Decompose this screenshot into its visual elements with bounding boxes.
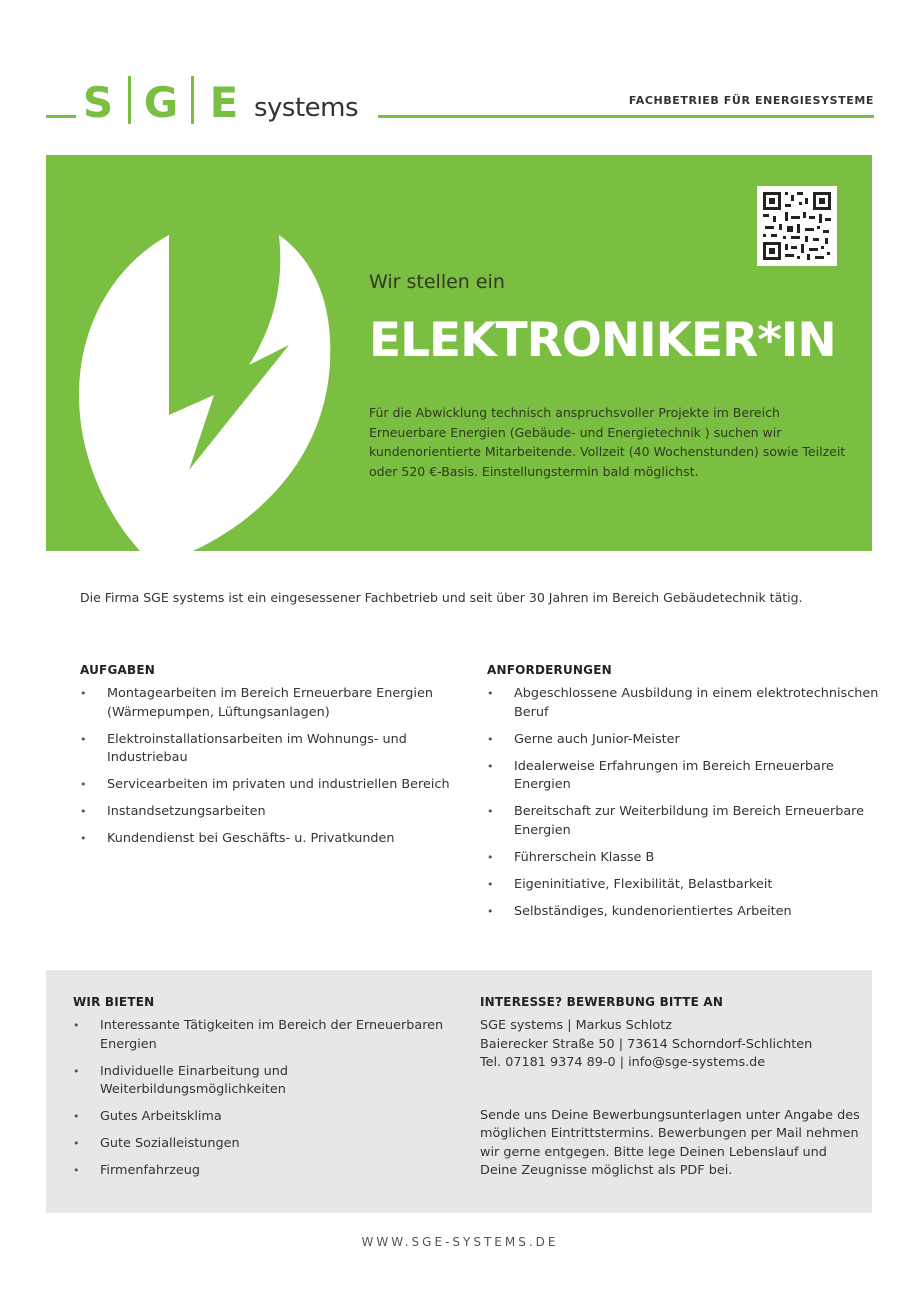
list-item (80, 685, 480, 722)
list-item-text: Interessante Tätigkeiten im Bereich der Erneuerbaren Energien (100, 1018, 444, 1052)
bullet-icon: • (487, 850, 494, 864)
requirements-title: ANFORDERUNGEN (487, 663, 612, 677)
application-title: INTERESSE? BEWERBUNG BITTE AN (480, 995, 724, 1009)
list-item-text: Idealerweise Erfahrungen im Bereich Erneuerbare Energien (514, 758, 834, 792)
contact-block (480, 1017, 860, 1073)
list-item (80, 830, 480, 849)
hero-description: Für die Abwicklung technisch anspruchsvoller Projekte im Bereich Erneuerbare Energien (Gebäude- und Energietechnik ) suchen wir kundenorientierte Mitarbeitende. Vollzeit (40 Wochenstunden) sowie Teilzeit oder 520 €-Basis. Einstellungstermin bald möglichst. (369, 405, 846, 479)
contact-phone-email[interactable]: Tel. 07181 9374 89-0 | info@sge-systems.de (480, 1055, 766, 1070)
list-item-text: Elektroinstallationsarbeiten im Wohnungs- und Industriebau (107, 731, 407, 765)
bullet-icon: • (487, 805, 494, 818)
list-item (487, 803, 887, 840)
offer-panel (46, 970, 872, 1213)
list-item (487, 731, 887, 750)
requirements-section (487, 663, 887, 930)
bullet-icon: • (73, 1137, 80, 1150)
list-item (73, 1108, 473, 1127)
bullet-icon: • (80, 687, 87, 700)
logo (78, 78, 359, 127)
list-item-text: Selbständiges, kundenorientiertes Arbeiten (514, 903, 792, 919)
company-description: Die Firma SGE systems ist ein eingesessener Fachbetrieb und seit über 30 Jahren im Bereich Gebäudetechnik tätig. (80, 590, 803, 605)
list-item (487, 849, 887, 868)
bullet-icon: • (73, 1164, 80, 1177)
benefits-section (73, 995, 473, 1189)
logo-divider (128, 76, 131, 124)
benefits-list (73, 1017, 473, 1181)
bullet-icon: • (80, 805, 87, 818)
list-item-text: Abgeschlossene Ausbildung in einem elektrotechnischen Beruf (514, 686, 879, 720)
lightning-leaf-icon (74, 225, 344, 551)
list-item-text: Bereitschaft zur Weiterbildung im Bereich Erneuerbare Energien (514, 804, 865, 838)
list-item (487, 758, 887, 795)
list-item-text: Gutes Arbeitsklima (100, 1109, 222, 1124)
list-item-text: Eigeninitiative, Flexibilität, Belastbarkeit (514, 876, 773, 892)
logo-divider (191, 76, 194, 124)
bullet-icon: • (487, 687, 494, 700)
tagline: FACHBETRIEB FÜR ENERGIESYSTEME (628, 94, 874, 107)
bullet-icon: • (487, 732, 494, 746)
bullet-icon: • (80, 732, 87, 746)
list-item-text: Kundendienst bei Geschäfts- u. Privatkunden (107, 831, 395, 846)
hero-banner (46, 155, 872, 551)
header (46, 74, 874, 130)
list-item-text: Führerschein Klasse B (514, 849, 655, 865)
bullet-icon: • (80, 832, 87, 845)
application-section (480, 995, 860, 1181)
bullet-icon: • (487, 904, 494, 918)
tasks-list (80, 685, 480, 849)
list-item (73, 1063, 473, 1100)
bullet-icon: • (80, 778, 87, 791)
list-item-text: Instandsetzungsarbeiten (107, 804, 266, 819)
logo-letter-e: E (209, 78, 239, 127)
logo-letter-s: S (82, 78, 114, 127)
list-item-text: Servicearbeiten im privaten und industriellen Bereich (107, 777, 450, 792)
tasks-section (80, 663, 480, 857)
header-rule-left (46, 115, 76, 118)
requirements-list (487, 685, 887, 921)
list-item-text: Gute Sozialleistungen (100, 1136, 240, 1151)
hero-intro: Wir stellen ein (369, 271, 505, 293)
header-rule-right (378, 115, 874, 118)
bullet-icon: • (73, 1110, 80, 1123)
benefits-title: WIR BIETEN (73, 995, 155, 1009)
list-item (73, 1162, 473, 1181)
bullet-icon: • (73, 1064, 80, 1078)
tasks-title: AUFGABEN (80, 663, 155, 677)
list-item (487, 685, 887, 722)
qr-code-icon[interactable] (757, 186, 837, 266)
list-item-text: Firmenfahrzeug (100, 1163, 201, 1178)
website-link[interactable]: WWW.SGE-SYSTEMS.DE (361, 1235, 559, 1249)
application-text: Sende uns Deine Bewerbungsunterlagen unter Angabe des möglichen Eintrittstermins. Bewerbungen per Mail nehmen wir gerne entgegen. Bitte lege Deinen Lebenslauf und Deine Zeugnisse möglichst als PDF bei. (480, 1107, 860, 1178)
contact-address: Baierecker Straße 50 | 73614 Schorndorf-Schlichten (480, 1036, 813, 1052)
job-title: ELEKTRONIKER*IN (369, 313, 836, 368)
logo-letter-g: G (143, 78, 179, 127)
bullet-icon: • (487, 759, 494, 773)
logo-word: systems (254, 93, 359, 123)
list-item (80, 803, 480, 822)
list-item-text: Individuelle Einarbeitung und Weiterbildungsmöglichkeiten (100, 1063, 289, 1097)
list-item (487, 903, 887, 922)
bullet-icon: • (487, 877, 494, 891)
list-item-text: Gerne auch Junior-Meister (514, 731, 680, 747)
list-item (80, 731, 480, 768)
contact-name: SGE systems | Markus Schlotz (480, 1018, 672, 1033)
list-item (487, 876, 887, 895)
list-item (73, 1135, 473, 1154)
list-item (73, 1017, 473, 1054)
bullet-icon: • (73, 1019, 80, 1032)
list-item (80, 776, 480, 795)
list-item-text: Montagearbeiten im Bereich Erneuerbare Energien (Wärmepumpen, Lüftungsanlagen) (107, 686, 433, 720)
